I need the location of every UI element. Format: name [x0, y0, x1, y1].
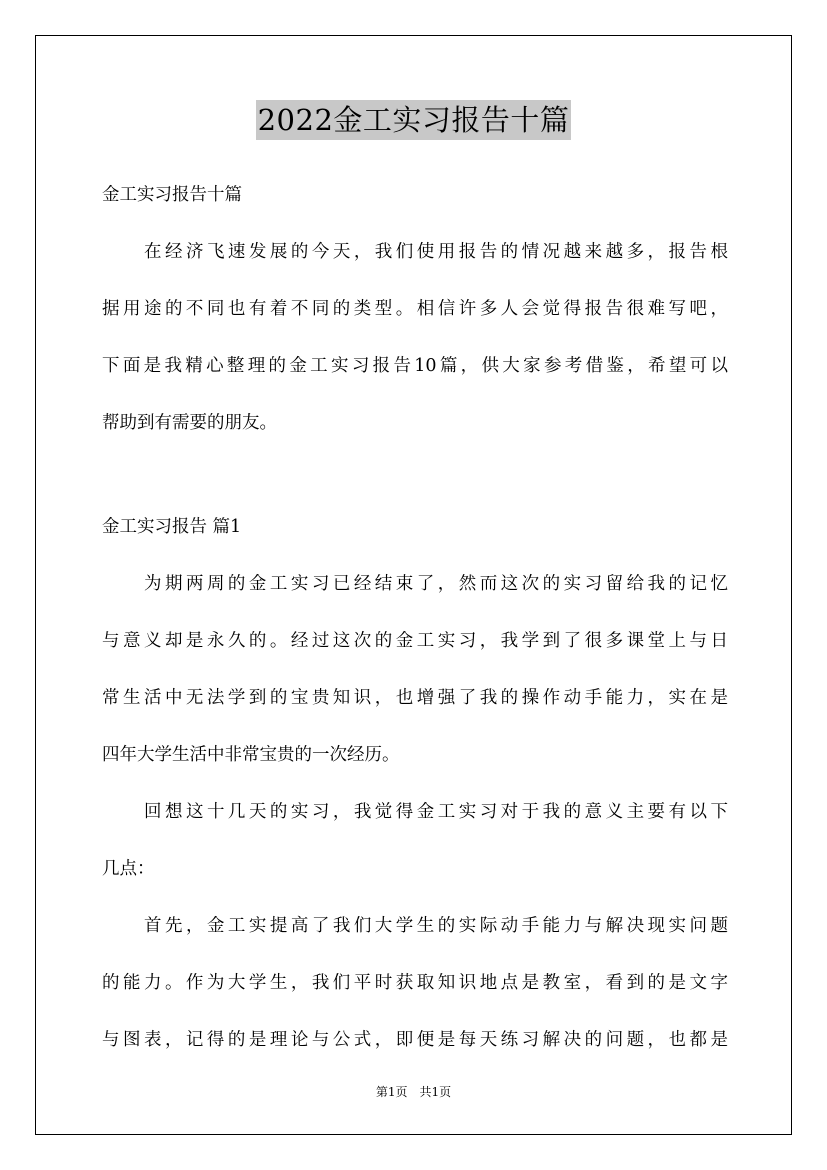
page-footer [0, 1082, 827, 1102]
paragraph-line: 几点： [102, 859, 155, 879]
paragraph-line: 与意义却是永久的。经过这次的金工实习，我学到了很多课堂上与日 [102, 631, 728, 651]
page-number: 第1页 共1页 [375, 1085, 452, 1099]
intro-line: 据用途的不同也有着不同的类型。相信许多人会觉得报告很难写吧， [102, 299, 728, 319]
intro-heading: 金工实习报告十篇 [102, 185, 242, 205]
section-spacer [102, 452, 728, 499]
intro-line: 在经济飞速发展的今天，我们使用报告的情况越来越多，报告根 [144, 242, 728, 262]
paragraph-line: 为期两周的金工实习已经结束了，然而这次的实习留给我的记忆 [144, 574, 728, 594]
paragraph-line: 四年大学生活中非常宝贵的一次经历。 [102, 745, 400, 765]
section-heading: 金工实习报告 篇1 [102, 517, 242, 537]
paragraph-line: 与图表，记得的是理论与公式，即便是每天练习解决的问题，也都是 [102, 1030, 728, 1050]
title-container [0, 100, 827, 140]
intro-line: 下面是我精心整理的金工实习报告10篇，供大家参考借鉴，希望可以 [102, 356, 728, 376]
document-body [102, 167, 728, 1069]
intro-line: 帮助到有需要的朋友。 [102, 413, 277, 433]
paragraph-line: 首先，金工实提高了我们大学生的实际动手能力与解决现实问题 [144, 916, 728, 936]
document-title: 2022金工实习报告十篇 [256, 100, 572, 140]
paragraph-line: 常生活中无法学到的宝贵知识，也增强了我的操作动手能力，实在是 [102, 688, 728, 708]
paragraph-line: 回想这十几天的实习，我觉得金工实习对于我的意义主要有以下 [144, 802, 728, 822]
paragraph-line: 的能力。作为大学生，我们平时获取知识地点是教室，看到的是文字 [102, 973, 728, 993]
